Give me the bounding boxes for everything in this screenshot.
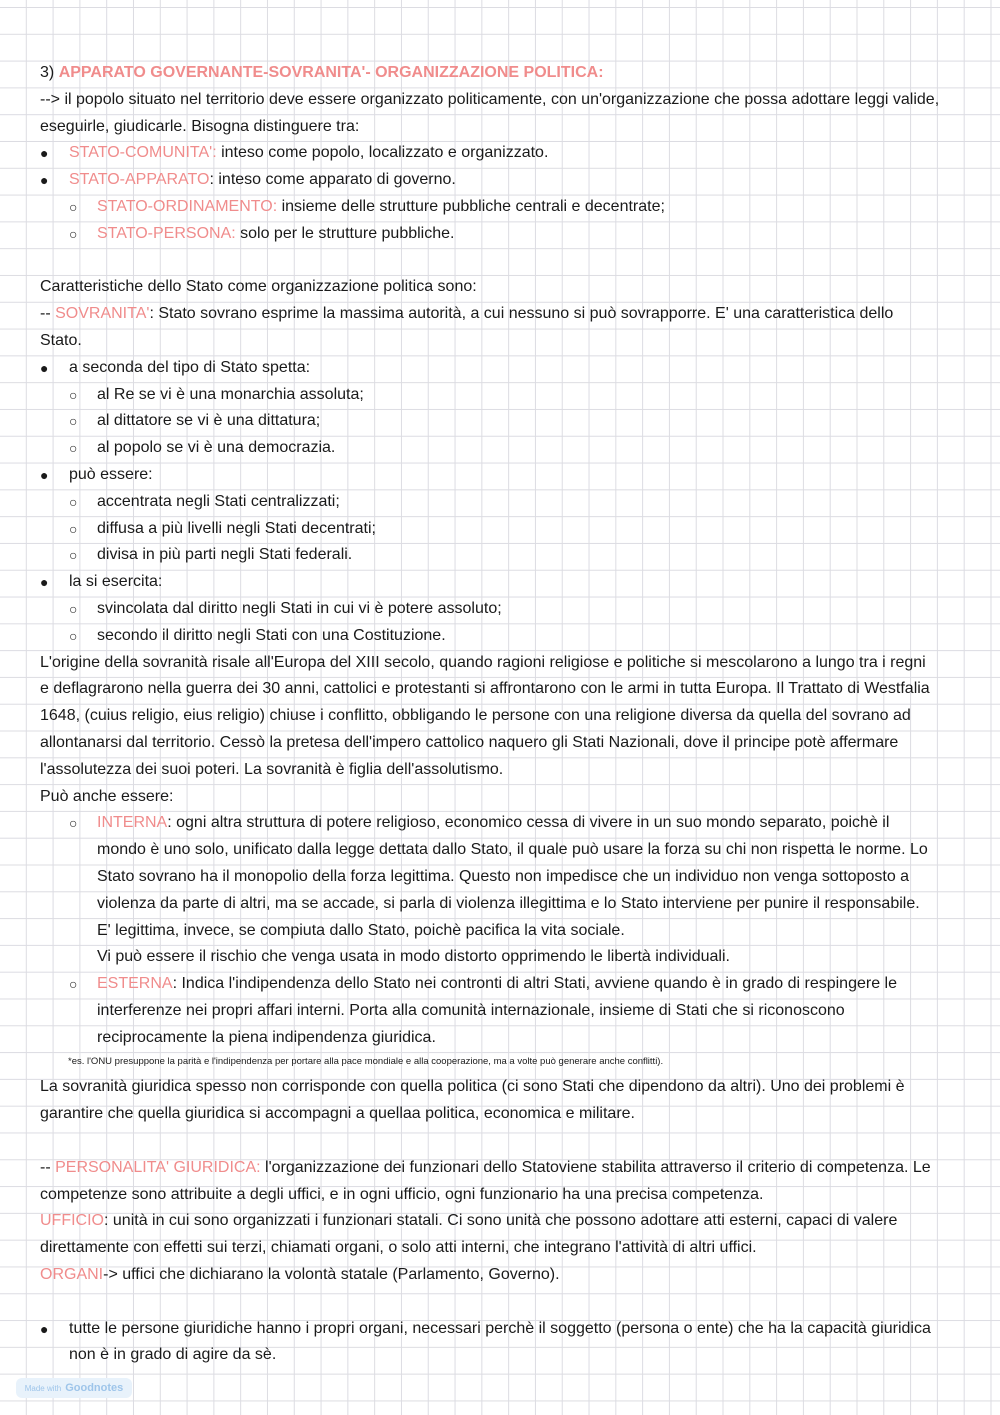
- sovranita-cont: Stato.: [40, 331, 82, 349]
- subbullet-item: ○ al dittatore se vi è una dittatura;: [40, 408, 965, 435]
- giuridica-line: garantire che quella giuridica si accompagni a quellaa politica, economica e militare.: [40, 1105, 635, 1123]
- section-number: 3): [40, 64, 55, 81]
- goodnotes-badge: [16, 1378, 132, 1398]
- subbullet-item: ○ svincolata dal diritto negli Stati in cui vi è potere assoluto;: [40, 596, 965, 623]
- text-stato-apparato: : inteso come apparato di governo.: [209, 171, 456, 189]
- text-stato-comunita: inteso come popolo, localizzato e organizzato.: [216, 144, 549, 162]
- ufficio-cont: direttamente con effetti sui terzi, chiamati organi, o solo atti interni, che integrano l'attività di altri uffici.: [40, 1239, 757, 1257]
- persone-cont: non è in grado di agire da sè.: [69, 1346, 277, 1364]
- badge-small-text: Made with: [24, 1383, 62, 1393]
- personalita-prefix: --: [40, 1158, 56, 1176]
- interna-line: Vi può essere il rischio che venga usata in modo distorto opprimendo le libertà individuali.: [97, 948, 730, 966]
- bullet-seconda: ● a seconda del tipo di Stato spetta:: [40, 355, 965, 382]
- term-organi: ORGANI: [40, 1266, 104, 1284]
- spacer: [40, 248, 965, 275]
- origine-paragraph: [40, 650, 965, 784]
- term-personalita: PERSONALITA' GIURIDICA:: [55, 1158, 261, 1176]
- personalita-line: [40, 1155, 965, 1182]
- subbullet-item: ○ al popolo se vi è una democrazia.: [40, 435, 965, 462]
- subbullet-item: ○ al Re se vi è una monarchia assoluta;: [40, 382, 965, 409]
- puo-anche-heading: Può anche essere:: [40, 787, 174, 805]
- term-ufficio: UFFICIO: [40, 1212, 104, 1230]
- subbullet-esterna: [40, 971, 965, 998]
- paragraph-line: allontanarsi dal territorio. Cessò la pretesa dell'impero cattolico naquero gli Stati Nazionali, dove il principe potè affermare: [40, 733, 899, 751]
- text-stato-ordinamento: insieme delle strutture pubbliche centrali e decentrate;: [277, 197, 665, 215]
- spacer: [40, 1128, 965, 1155]
- bullet-persone: ● tutte le persone giuridiche hanno i propri organi, necessari perchè il soggetto (persona o ente) che ha la capacità giuridica: [40, 1316, 965, 1343]
- text-sovranita: : Stato sovrano esprime la massima autorità, a cui nessuno si può sovrapporre. E' una caratteristica dello: [149, 305, 894, 323]
- giuridica-line: La sovranità giuridica spesso non corrisponde con quella politica (ci sono Stati che dipendono da altri). Uno dei problemi è: [40, 1078, 905, 1096]
- esterna-line: reciprocamente la piena indipendenza giuridica.: [97, 1028, 436, 1046]
- term-esterna: ESTERNA: [97, 975, 173, 993]
- term-stato-apparato: STATO-APPARATO: [69, 171, 210, 189]
- badge-brand-text: Goodnotes: [65, 1382, 124, 1394]
- text-personalita: l'organizzazione dei funzionari dello Statoviene stabilita attraverso il criterio di competenza. Le: [260, 1158, 931, 1176]
- footnote: *es. l'ONU presuppone la parità e l'indipendenza per portare alla pace mondiale e alla cooperazione, ma a volte può generare anche conflitti).: [68, 1056, 664, 1068]
- term-sovranita: SOVRANITA': [55, 305, 150, 323]
- intro-paragraph: --> il popolo situato nel territorio deve essere organizzato politicamente, con un'organizzazione che possa adottare leggi valide, eseguirle, giudicarle. Bisogna distinguere tra:: [40, 90, 940, 135]
- subbullet-item: ○ accentrata negli Stati centralizzati;: [40, 489, 965, 516]
- subbullet-item: ○ diffusa a più livelli negli Stati decentrati;: [40, 516, 965, 543]
- subbullet-interna: [40, 810, 965, 837]
- paragraph-line: e deflagrarono nella guerra dei 30 anni, cattolici e protestanti si affrontarono con le armi in tutta Europa. Il Trattato di Westfalia: [40, 680, 930, 698]
- subbullet-stato-persona: [40, 221, 965, 248]
- term-stato-comunita: STATO-COMUNITA':: [69, 144, 217, 162]
- text-interna: : ogni altra struttura di potere religioso, economico cessa di vivere in un suo mondo separato, poichè il: [167, 814, 890, 832]
- personalita-cont: competenze sono attribuite a degli uffici, e in ogni ufficio, ogni funzionario ha una precisa competenza.: [40, 1185, 764, 1203]
- paragraph-line: l'assolutezza dei suoi poteri. La sovranità è figlia dell'assolutismo.: [40, 760, 504, 778]
- section-heading: [40, 60, 965, 87]
- subbullet-item: ○ divisa in più parti negli Stati federali.: [40, 542, 965, 569]
- ufficio-line: [40, 1208, 965, 1235]
- bullet-stato-apparato: [40, 167, 965, 194]
- bullet-essere: ● può essere:: [40, 462, 965, 489]
- notes-page: [40, 60, 965, 1369]
- paragraph-line: 1648, (cuius religio, eius religio) chiuse i conflitto, obbligando le persone con una religione diversa da quella del sovrano ad: [40, 707, 911, 725]
- bullet-esercita: ● la si esercita:: [40, 569, 965, 596]
- organi-line: [40, 1262, 965, 1289]
- sovranita-line: [40, 301, 965, 328]
- text-stato-persona: solo per le strutture pubbliche.: [235, 224, 455, 242]
- text-esterna: : Indica l'indipendenza dello Stato nei contronti di altri Stati, avviene quando è in grado di respingere le: [172, 975, 897, 993]
- term-stato-ordinamento: STATO-ORDINAMENTO:: [97, 197, 278, 215]
- esterna-block: [40, 971, 965, 1051]
- section-title: APPARATO GOVERNANTE-SOVRANITA'- ORGANIZZAZIONE POLITICA:: [58, 64, 604, 81]
- bullet-stato-comunita: [40, 140, 965, 167]
- paragraph-line: L'origine della sovranità risale all'Europa del XIII secolo, quando ragioni religiose e politiche si mescolarono a lungo tra i regni: [40, 653, 926, 671]
- esterna-line: interferenze nei propri affari interni. Porta alla comunità internazionale, insieme di Stati che si riconoscono: [97, 1001, 845, 1019]
- interna-line: mondo è uno solo, unificato dalla legge dettata dallo Stato, il quale può usare la forza su chi non rispetta le norme. Lo: [97, 841, 928, 859]
- interna-line: E' legittima, invece, se compiuta dallo Stato, poichè pacifica la vita sociale.: [97, 921, 625, 939]
- term-interna: INTERNA: [97, 814, 168, 832]
- sovranita-prefix: --: [40, 305, 56, 323]
- text-organi: -> uffici che dichiarano la volontà statale (Parlamento, Governo).: [103, 1266, 560, 1284]
- caratteristiche-heading: Caratteristiche dello Stato come organizzazione politica sono:: [40, 278, 477, 296]
- text-ufficio: : unità in cui sono organizzati i funzionari statali. Ci sono unità che possono adottare atti esterni, capaci di valere: [104, 1212, 898, 1230]
- spacer: [40, 1289, 965, 1316]
- interna-block: [40, 810, 965, 971]
- interna-line: violenza da parte di altri, ma se accade, si parla di violenza illegittima e lo Stato interviene per punire il responsabile.: [97, 894, 920, 912]
- subbullet-item: ○ secondo il diritto negli Stati con una Costituzione.: [40, 623, 965, 650]
- interna-line: Stato sovrano ha il monopolio della forza legittima. Questo non impedisce che un individuo non venga sottoposto a: [97, 867, 910, 885]
- subbullet-stato-ordinamento: [40, 194, 965, 221]
- term-stato-persona: STATO-PERSONA:: [97, 224, 236, 242]
